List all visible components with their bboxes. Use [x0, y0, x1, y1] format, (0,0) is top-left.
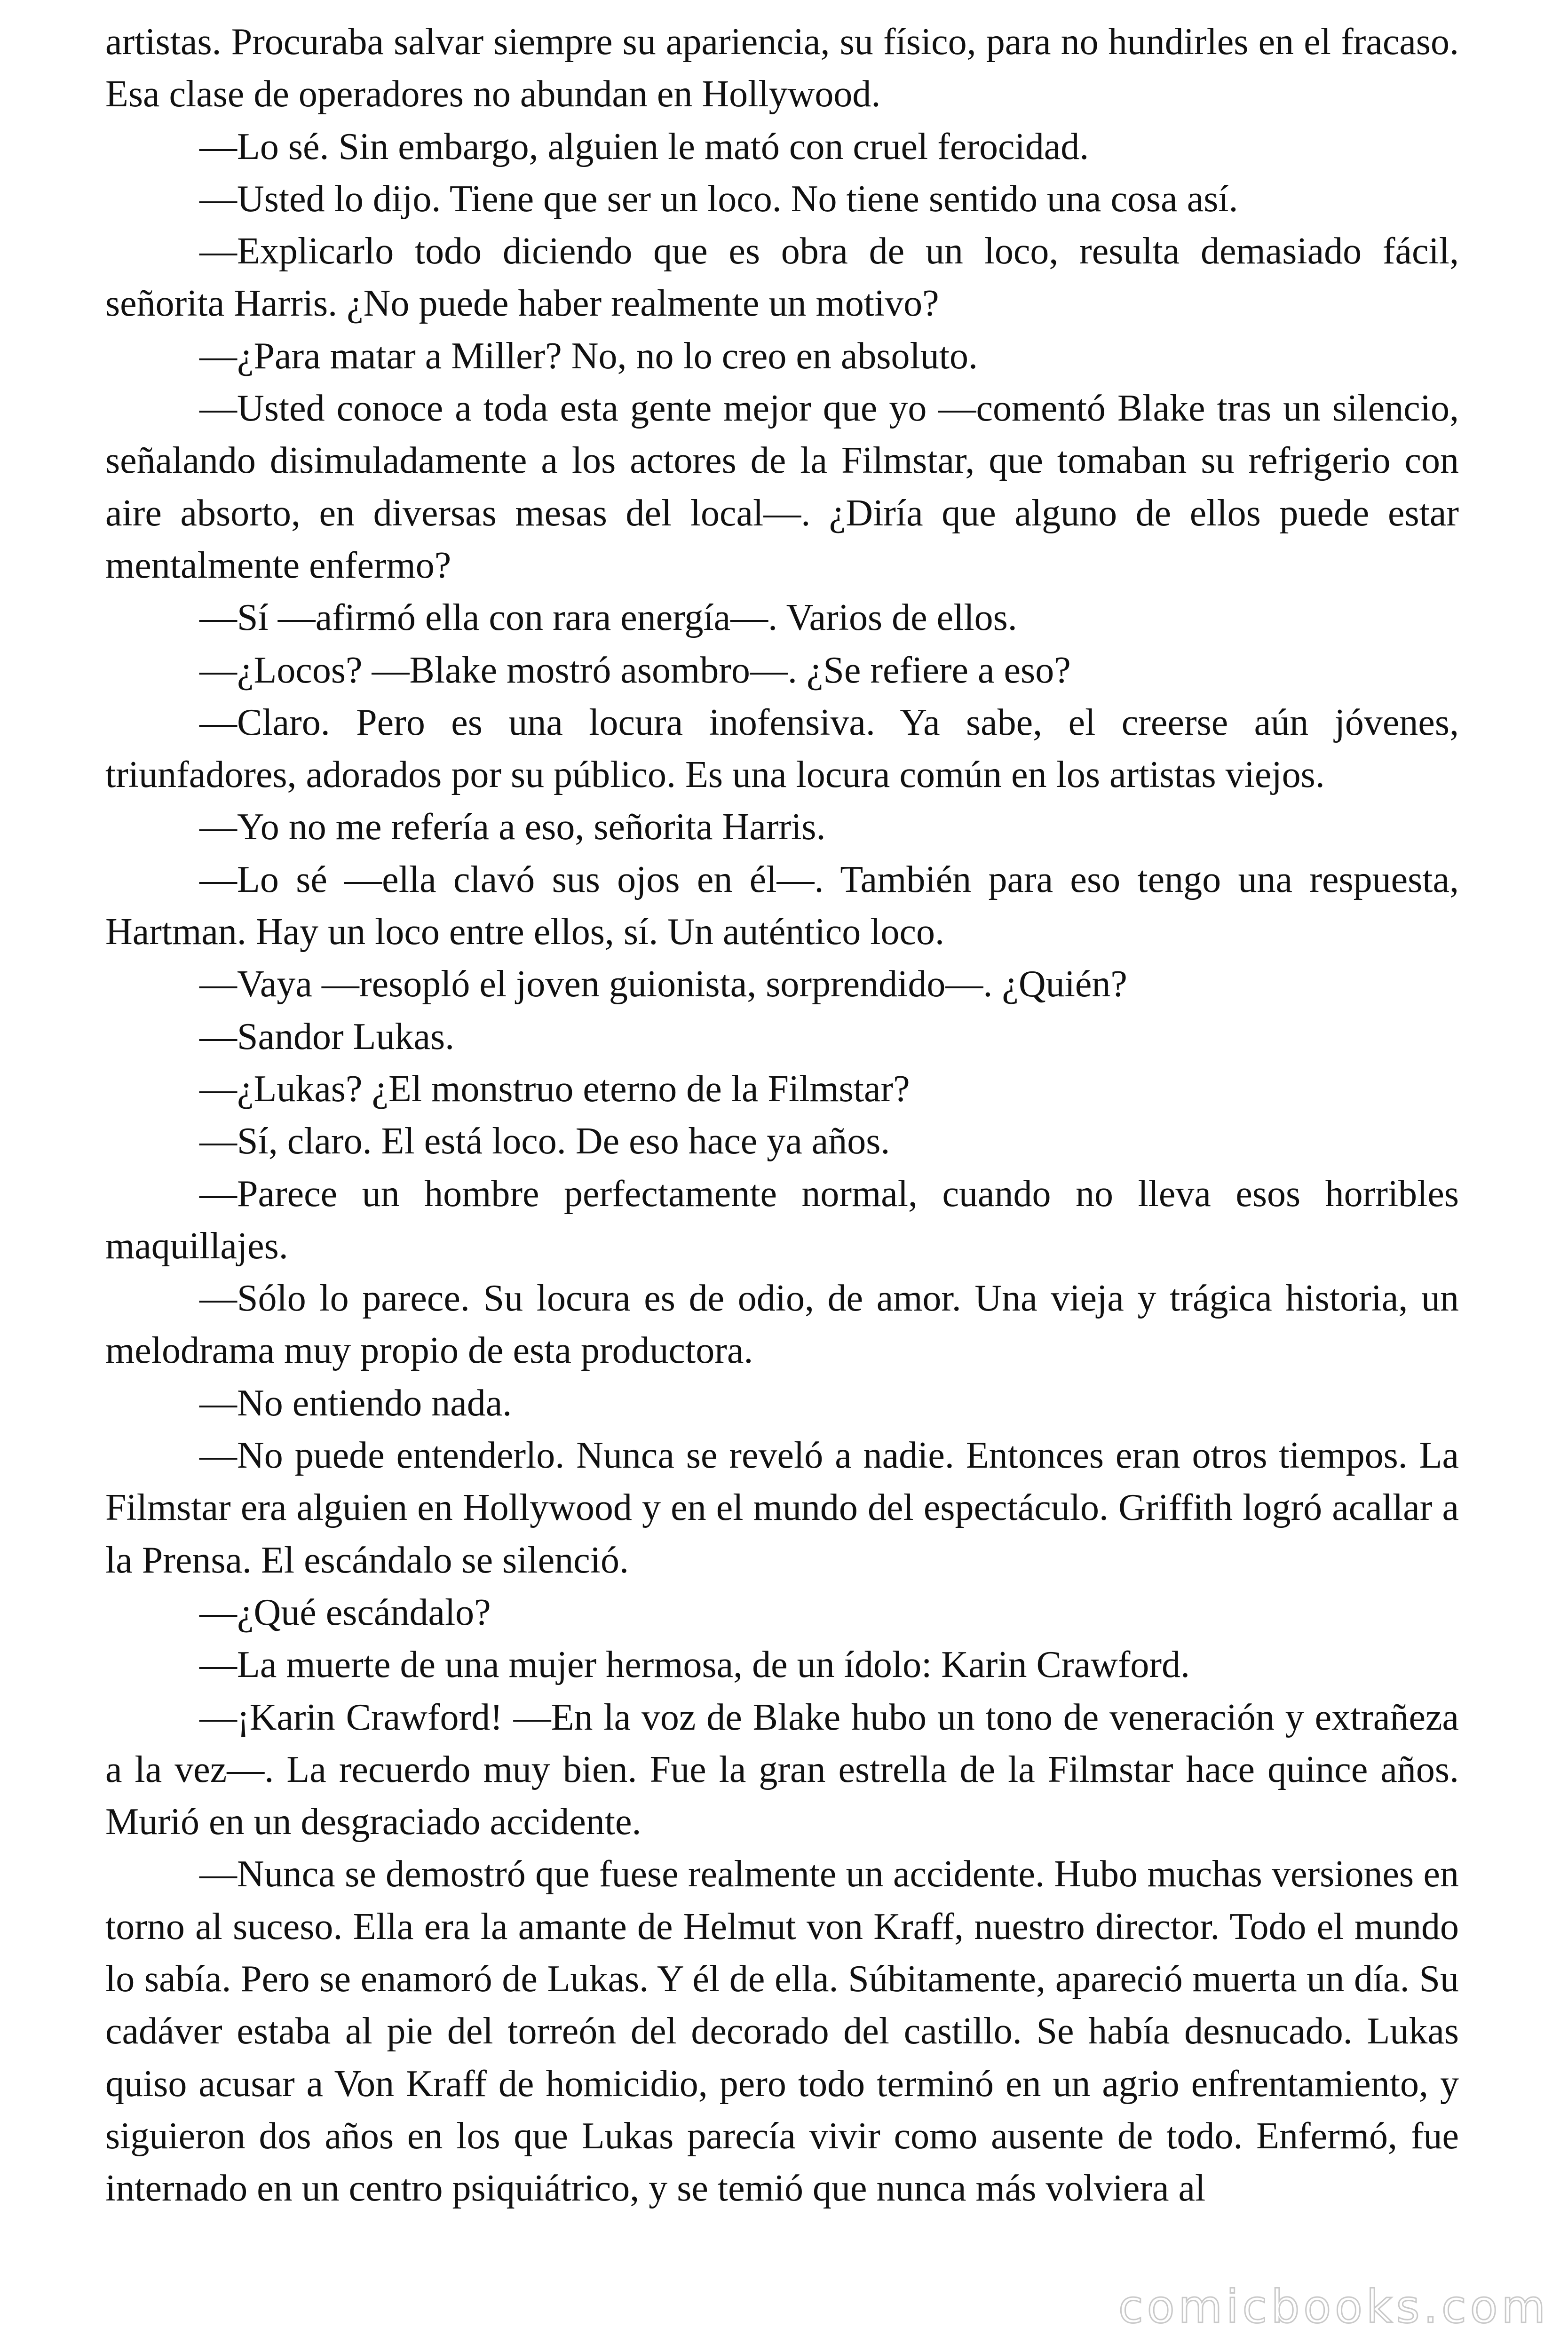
paragraph: —Usted conoce a toda esta gente mejor que yo —comentó Blake tras un silencio, señalando disimuladamente a los actores de la Filmstar, que tomaban su refrigerio con aire absorto, en diversas mesas del local—. ¿Diría que alguno de ellos puede estar mentalmente enfermo?: [105, 388, 1459, 586]
paragraph: —No entiendo nada.: [199, 1382, 512, 1424]
paragraph: —Sandor Lukas.: [199, 1016, 455, 1057]
paragraph: —Sólo lo parece. Su locura es de odio, de amor. Una vieja y trágica historia, un melodrama muy propio de esta productora.: [105, 1278, 1459, 1372]
paragraph: —¿Lukas? ¿El monstruo eterno de la Filmstar?: [199, 1068, 910, 1110]
paragraph: —Vaya —resopló el joven guionista, sorprendido—. ¿Quién?: [199, 963, 1127, 1005]
book-page: [105, 16, 1459, 2321]
paragraph: —Nunca se demostró que fuese realmente un accidente. Hubo muchas versiones en torno al suceso. Ella era la amante de Helmut von Kraff, nuestro director. Todo el mundo lo sabía. Pero se enamoró de Lukas. Y él de ella. Súbitamente, apareció muerta un día. Su cadáver estaba al pie del torreón del decorado del castillo. Se había desnucado. Lukas quiso acusar a Von Kraff de homicidio, pero todo terminó en un agrio enfrentamiento, y siguieron dos años en los que Lukas parecía vivir como ausente de todo. Enfermó, fue internado en un centro psiquiátrico, y se temió que nunca más volviera al: [105, 1853, 1459, 2209]
paragraph: —¿Locos? —Blake mostró asombro—. ¿Se refiere a eso?: [199, 649, 1071, 691]
paragraph: —Explicarlo todo diciendo que es obra de un loco, resulta demasiado fácil, señorita Harris. ¿No puede haber realmente un motivo?: [105, 230, 1459, 325]
paragraph: —Usted lo dijo. Tiene que ser un loco. No tiene sentido una cosa así.: [199, 178, 1238, 220]
paragraph: —¿Para matar a Miller? No, no lo creo en absoluto.: [199, 335, 978, 377]
paragraph: —¿Qué escándalo?: [199, 1591, 491, 1633]
body-text: [105, 16, 1459, 2215]
paragraph: —La muerte de una mujer hermosa, de un ídolo: Karin Crawford.: [199, 1644, 1190, 1686]
paragraph: —Lo sé. Sin embargo, alguien le mató con cruel ferocidad.: [199, 126, 1089, 167]
paragraph: —Parece un hombre perfectamente normal, cuando no lleva esos horribles maquillajes.: [105, 1173, 1459, 1267]
paragraph: —Sí, claro. El está loco. De eso hace ya años.: [199, 1120, 890, 1162]
paragraph: —Lo sé —ella clavó sus ojos en él—. También para eso tengo una respuesta, Hartman. Hay un loco entre ellos, sí. Un auténtico loco.: [105, 858, 1459, 953]
paragraph: —No puede entenderlo. Nunca se reveló a nadie. Entonces eran otros tiempos. La Filmstar era alguien en Hollywood y en el mundo del espectáculo. Griffith logró acallar a la Prensa. El escándalo se silenció.: [105, 1435, 1459, 1581]
watermark: comicbooks.com: [1118, 2280, 1549, 2333]
paragraph: —Yo no me refería a eso, señorita Harris.: [199, 806, 826, 848]
paragraph: —Claro. Pero es una locura inofensiva. Ya sabe, el creerse aún jóvenes, triunfadores, adorados por su público. Es una locura común en los artistas viejos.: [105, 701, 1459, 796]
paragraph: artistas. Procuraba salvar siempre su apariencia, su físico, para no hundirles en el fracaso. Esa clase de operadores no abundan en Hollywood.: [105, 21, 1459, 115]
paragraph: —Sí —afirmó ella con rara energía—. Varios de ellos.: [199, 597, 1017, 639]
paragraph: —¡Karin Crawford! —En la voz de Blake hubo un tono de veneración y extrañeza a la vez—. La recuerdo muy bien. Fue la gran estrella de la Filmstar hace quince años. Murió en un desgraciado accidente.: [105, 1696, 1459, 1843]
